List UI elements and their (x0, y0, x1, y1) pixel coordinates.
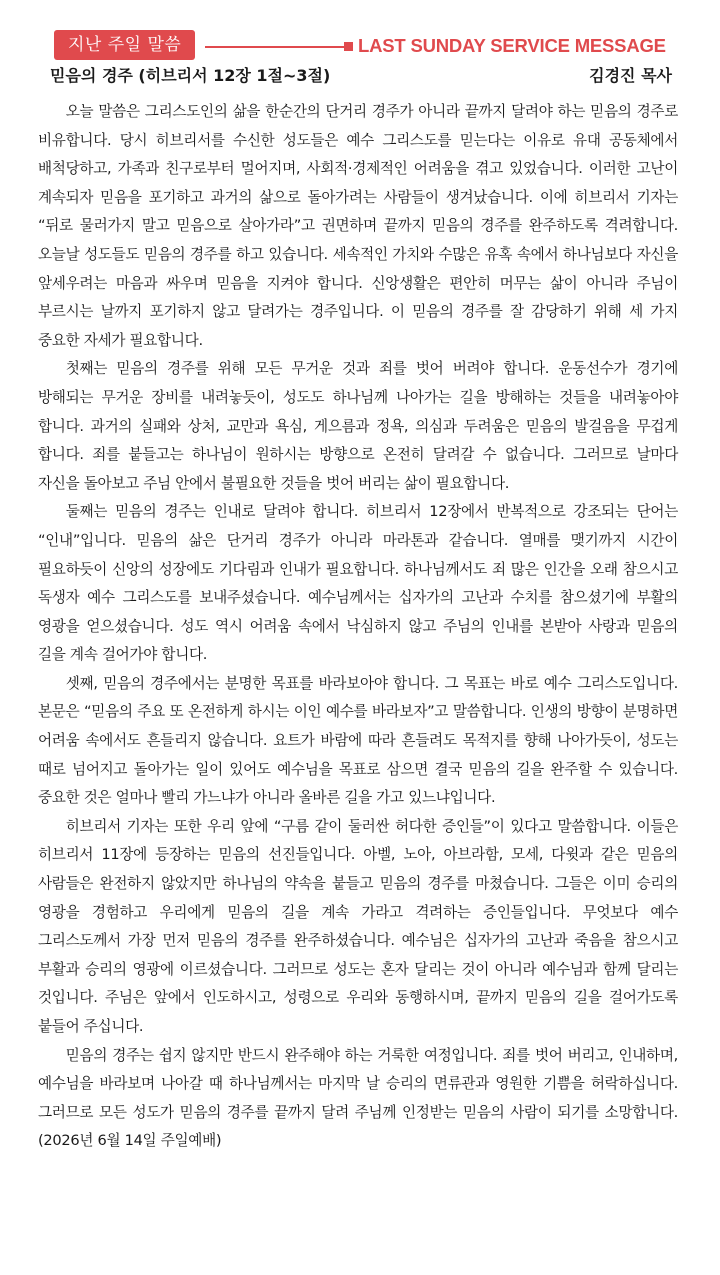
header-divider-marker (344, 42, 353, 51)
paragraph-witnesses: 히브리서 기자는 또한 우리 앞에 “구름 같이 둘러싼 허다한 증인들”이 있다고 말씀합니다. 이들은 히브리서 11장에 등장하는 믿음의 선진들입니다. 아벨, 노아, 아브라함, 모세, 다윗과 같은 믿음의 사람들은 완전하지 않았지만 하나님의 약속을 붙들고 믿음의 경주를 마쳤습니다. 그들은 이미 승리의 영광을 경험하고 우리에게 믿음의 길을 계속 가라고 격려하는 증인들입니다. 무엇보다 예수 그리스도께서 가장 먼저 믿음의 경주를 완주하셨습니다. 예수님은 십자가의 고난과 죽음을 참으시고 부활과 승리의 영광에 이르셨습니다. 그러므로 성도는 혼자 달리는 것이 아니라 예수님과 함께 달리는 것입니다. 주님은 앞에서 인도하시고, 성령으로 우리와 동행하시며, 끝까지 믿음의 길을 걸어가도록 붙들어 주십니다. (38, 817, 678, 1035)
paragraph-intro: 오늘 말씀은 그리스도인의 삶을 한순간의 단거리 경주가 아니라 끝까지 달려야 하는 믿음의 경주로 비유합니다. 당시 히브리서를 수신한 성도들은 예수 그리스도를 믿는다는 이유로 유대 공동체에서 배척당하고, 가족과 친구로부터 멀어지며, 사회적·경제적인 어려움을 겪고 있었습니다. 이러한 고난이 계속되자 믿음을 포기하고 과거의 삶으로 돌아가려는 사람들이 생겨났습니다. 이에 히브리서 기자는 “뒤로 물러가지 말고 믿음으로 살아가라”고 권면하며 끝까지 믿음의 경주를 완주하도록 격려합니다. 오늘날 성도들도 믿음의 경주를 하고 있습니다. 세속적인 가치와 수많은 유혹 속에서 하나님보다 자신을 앞세우려는 마음과 싸우며 믿음을 지켜야 합니다. 신앙생활은 편안히 머무는 삶이 아니라 주님이 부르시는 날까지 포기하지 않고 달려가는 경주입니다. 이 믿음의 경주를 잘 감당하기 위해 세 가지 중요한 자세가 필요합니다. (38, 103, 678, 349)
section-tag: 지난 주일 말씀 (54, 30, 195, 60)
sermon-body (38, 98, 678, 1156)
english-title: LAST SUNDAY SERVICE MESSAGE (358, 35, 666, 56)
page-header (0, 0, 720, 90)
paragraph-first-point: 첫째는 믿음의 경주를 위해 모든 무거운 것과 죄를 벗어 버려야 합니다. 운동선수가 경기에 방해되는 무거운 장비를 내려놓듯이, 성도도 하나님께 나아가는 길을 방해하는 것들을 내려놓아야 합니다. 과거의 실패와 상처, 교만과 욕심, 게으름과 정욕, 의심과 두려움은 믿음의 발걸음을 무겁게 합니다. 죄를 붙들고는 하나님이 원하시는 방향으로 온전히 달려갈 수 없습니다. 그러므로 날마다 자신을 돌아보고 주님 안에서 불필요한 것들을 벗어 버리는 삶이 필요합니다. (38, 360, 678, 492)
paragraph-second-point: 둘째는 믿음의 경주는 인내로 달려야 합니다. 히브리서 12장에서 반복적으로 강조되는 단어는 “인내”입니다. 믿음의 삶은 단거리 경주가 아니라 마라톤과 같습니다. 열매를 맺기까지 시간이 필요하듯이 신앙의 성장에도 기다림과 인내가 필요합니다. 하나님께서도 죄 많은 인간을 오래 참으시고 독생자 예수 그리스도를 보내주셨습니다. 예수님께서는 십자가의 고난과 수치를 참으셨기에 부활의 영광을 얻으셨습니다. 성도 역시 어려움 속에서 낙심하지 않고 주님의 인내를 본받아 사랑과 믿음의 길을 계속 걸어가야 합니다. (38, 503, 679, 664)
sermon-title: 믿음의 경주 (히브리서 12장 1절~3절) (50, 66, 331, 85)
header-divider-line (205, 46, 345, 48)
paragraph-third-point: 셋째, 믿음의 경주에서는 분명한 목표를 바라보아야 합니다. 그 목표는 바로 예수 그리스도입니다. 본문은 “믿음의 주요 또 온전하게 하시는 이인 예수를 바라보자”고 말씀합니다. 인생의 방향이 분명하면 어려움 속에서도 흔들리지 않습니다. 요트가 바람에 따라 흔들려도 목적지를 향해 나아가듯이, 성도는 때로 넘어지고 돌아가는 일이 있어도 예수님을 목표로 삼으면 결국 믿음의 길을 완주할 수 있습니다. 중요한 것은 얼마나 빨리 가느냐가 아니라 올바른 길을 가고 있느냐입니다. (38, 674, 678, 807)
paragraph-conclusion: 믿음의 경주는 쉽지 않지만 반드시 완주해야 하는 거룩한 여정입니다. 죄를 벗어 버리고, 인내하며, 예수님을 바라보며 나아갈 때 하나님께서는 마지막 날 승리의 면류관과 영원한 기쁨을 허락하십니다. 그러므로 모든 성도가 믿음의 경주를 끝까지 달려 주님께 인정받는 믿음의 사람이 되기를 소망합니다. (2026년 6월 14일 주일예배) (38, 1046, 678, 1150)
author-name: 김경진 목사 (589, 66, 672, 85)
